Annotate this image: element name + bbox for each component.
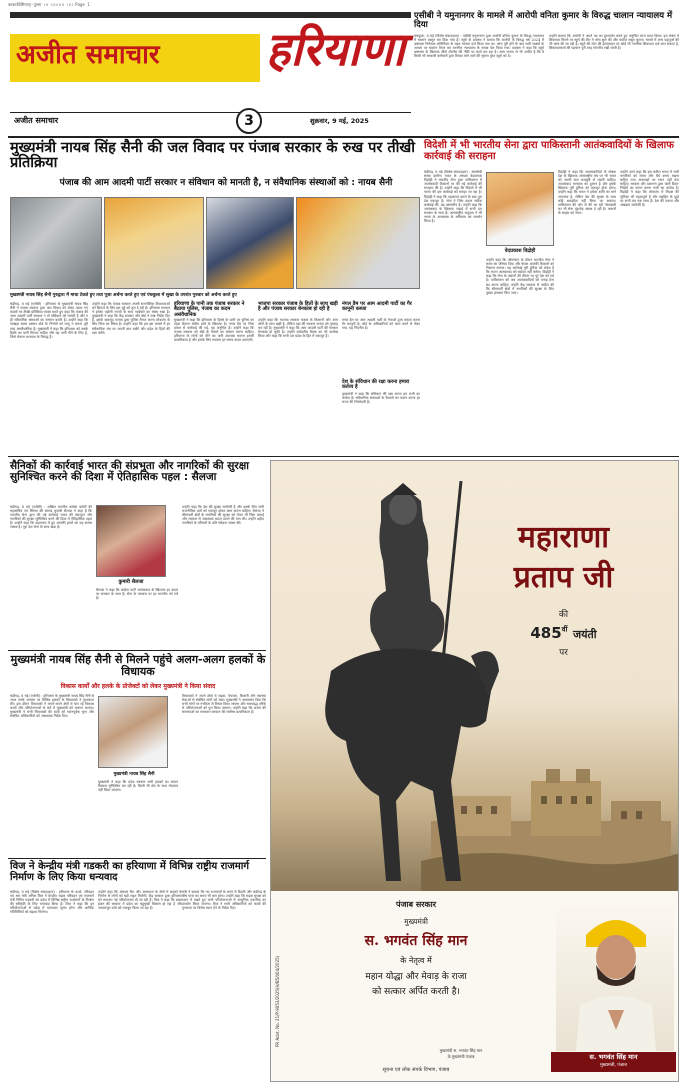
masthead-divider <box>10 112 411 113</box>
section-rule <box>8 136 679 138</box>
lead-subhead-b: भाजपा सरकार पंजाब के हितों के साथ खड़ी है और पंजाब सरकार बेनकाब हो रही है <box>258 301 338 313</box>
cm-subhead: विकास कार्यों और हलके के प्रोजेक्टों को लेकर मुख्यमंत्री ने किया संवाद <box>60 683 216 690</box>
brand-title: अजीत समाचार <box>16 40 160 70</box>
right-story-col1: चंडीगढ़, 8 मई (विशेष संवाददाता) : स्वयंसेवी संस्था ग्रामीण भारत के अध्यक्ष वेदप्रकाश विद्रोही ने भारतीय सेना द्वारा पाकिस्तान में आतंकवादी ठिकानों पर की गई कार्रवाई की सराहना की है। उन्होंने कहा कि विदेशों में भी भारत की इस कार्रवाई को सराहा जा रहा है। विद्रोही ने कहा कि पहलगाम हमले के बाद पूरा देश एकजुट है। सेना ने जिस प्रकार सटीक कार्रवाई की, वह प्रशंसनीय है। उन्होंने कहा कि आतंकवाद के खिलाफ लड़ाई में सभी दल सरकार के साथ हैं। अंतरराष्ट्रीय समुदाय ने भी भारत के आत्मरक्षा के अधिकार का समर्थन किया है। <box>424 170 482 224</box>
ad-signature-line1: मुख्यमंत्री स. भगवंत सिंह मान <box>439 1048 483 1053</box>
lead-photo-1 <box>10 197 102 289</box>
sena-col3: उन्होंने कहा कि देश की सुरक्षा सर्वोपरि है और इसके लिए सभी राजनीतिक दलों को एकजुट होकर काम करना चाहिए। सैलजा ने सीमावर्ती क्षेत्रों के नागरिकों की सुरक्षा को लेकर भी चिंता जताई और सरकार से आवश्यक कदम उठाने की मांग की। उन्होंने शहीद नागरिकों के परिवारों के प्रति संवेदना व्यक्त की। <box>182 505 264 526</box>
lead-body-col1: चंडीगढ़, 8 मई (एजेंसी) : हरियाणा के मुख्यमंत्री नायब सिंह सैनी ने पंजाब सरकार द्वारा जल विवाद को लेकर उठाए गए कदमों पर तीखी प्रतिक्रिया व्यक्त करते हुए कहा कि पंजाब की आम आदमी पार्टी सरकार न तो संविधान को मानती है और न ही संवैधानिक संस्थाओं का सम्मान करती है। उन्होंने कहा कि भाखड़ा ब्यास प्रबंधन बोर्ड के निर्णयों को लागू न करना पूरी तरह असंवैधानिक है। मुख्यमंत्री ने कहा कि हरियाणा को उसके हिस्से का पानी मिलना चाहिए और यह पानी पीने के लिए है, जिसे रोकना मानवता के विरुद्ध है। <box>10 302 88 339</box>
section-rule-3 <box>8 650 266 651</box>
side-headline: एसीबी ने यमुनानगर के मामले में आरोपी वनिता कुमार के विरुद्ध चालान न्यायालय में दिया <box>414 11 673 30</box>
ad-line3: को सत्कार अर्पित करती है। <box>372 987 460 997</box>
lead-subhead-d: देश के संविधान की रक्षा करना हमारा कर्तव्य है <box>342 379 410 391</box>
ad-title-line1: महाराणा <box>517 520 610 555</box>
sena-photo-caption: कुमारी सैलजा <box>118 579 144 585</box>
cm-col1: चंडीगढ़, 8 मई (एजेंसी) : हरियाणा के मुख्यमंत्री नायब सिंह सैनी से आज उनके आवास पर विभिन्न हलकों के विधायकों ने मुलाकात की। इस दौरान विधायकों ने अपने-अपने क्षेत्रों में चल रहे विकास कार्यों और परियोजनाओं के बारे में मुख्यमंत्री को अवगत कराया। मुख्यमंत्री ने सभी विधायकों की बातों को ध्यानपूर्वक सुना और संबंधित अधिकारियों को आवश्यक निर्देश दिए। <box>10 694 94 719</box>
ad-anniversary-number: 485 <box>530 624 562 642</box>
issue-date: शुक्रवार, 9 मई, 2025 <box>310 117 369 125</box>
ad-anniversary-suffix: वीं <box>561 625 568 634</box>
masthead <box>10 12 411 130</box>
lead-photo-caption: मुख्यमंत्री नायब सिंह सैनी गुरुद्वारा में माथा टेकते हुए तथा पूजा अर्चना करते हुए एवं पंचकूला में सुखा के उपरांत गुरुवार को अर्चना करते हुए <box>10 293 237 298</box>
section-rule-4 <box>8 858 266 859</box>
cm-portrait-caption-role: मुख्यमंत्री, पंजाब <box>600 1063 627 1068</box>
ad-cm-label: मुख्यमंत्री <box>404 917 428 926</box>
lead-body-col2: उन्होंने कहा कि पंजाब सरकार अपनी राजनीतिक विफलताओं को छिपाने के लिए इस मुद्दे को तूल दे रही है। हरियाणा सरकार ने हमेशा पड़ोसी राज्यों के साथ भाईचारे का संबंध रखा है। मुख्यमंत्री ने कहा कि केंद्र सरकार और बोर्ड ने स्पष्ट निर्देश दिए हैं, इसके बावजूद पंजाब द्वारा पुलिस तैनात करना लोकतंत्र के लिए चिंता का विषय है। उन्होंने कहा कि हम इस मामले में हर संवैधानिक मंच पर अपनी बात रखेंगे और प्रदेश के हितों की रक्षा करेंगे। <box>92 302 170 335</box>
section-rule-2 <box>8 456 679 457</box>
right-story-headline: विदेशी में भी भारतीय सेना द्वारा पाकिस्तानी आतंकवादियों के खिलाफ कार्रवाई की सराहना <box>424 140 674 162</box>
cm-portrait-caption-name: स. भगवंत सिंह मान <box>589 1053 638 1061</box>
side-story-col2: उन्होंने बताया कि आरोपी ने अपने पद का दुरुपयोग करते हुए अनुचित लाभ प्राप्त किया। इस संबंध में शिकायत मिलने पर ब्यूरो की टीम ने जांच शुरू की और पर्याप्त सबूत जुटाए। मामले में अन्य पहलुओं की भी जांच की जा रही है। ब्यूरो की टोल फ्री हेल्पलाइन पर कोई भी नागरिक शिकायत दर्ज करा सकता है, शिकायतकर्ता की पहचान पूरी तरह गोपनीय रखी जाती है। <box>549 34 679 51</box>
cm-portrait-frame <box>556 901 674 1051</box>
masthead-left-label: अजीत समाचार <box>14 116 59 125</box>
lead-photo-2 <box>104 197 204 289</box>
ad-side-code: PR Advt. No. 21/P-9053/2025(H/B5/I/04/2025) <box>275 955 280 1047</box>
lead-subhead-a: हरियाणा के पानी तक पंजाब सरकार ने बैठाया पुलिस, पंजाब का कदम असंवैधानिक <box>174 301 245 318</box>
lead-photo-3 <box>206 197 294 289</box>
ad-cm-name: स. भगवंत सिंह मान <box>364 933 468 949</box>
ad-anniversary-word: जयंती <box>572 628 597 641</box>
ad-line2: महान योद्धा और मेवाड़ के राजा <box>365 972 467 982</box>
sena-photo <box>96 505 166 577</box>
right-story-col4: उन्होंने आगे कहा कि इस कठिन समय में सभी नागरिकों को संयम और धैर्य बनाए रखना चाहिए तथा अफवाहों पर ध्यान नहीं देना चाहिए। सरकार और प्रशासन द्वारा जारी दिशा-निर्देशों का पालन करना सभी का कर्तव्य है। विद्रोही ने कहा कि लोकतंत्र में विपक्ष की भूमिका भी महत्वपूर्ण है और राष्ट्रहित के मुद्दों पर सभी दल एक साथ हैं। देश की एकता और अखंडता सर्वोपरि है। <box>620 170 679 207</box>
vij-col2: उन्होंने कहा कि अंबाला कैंट और आसपास के क्षेत्रों में सड़कों के निर्माण से लोगों को बड़ी राहत मिलेगी। केंद्र सरकार द्वारा हरियाणा को लगातार नई परियोजनाएं दी जा रही हैं। विज ने कहा कि डबल इंजन की सरकार में प्रदेश का चहुंमुखी विकास हो रहा है और आधारभूत ढांचे को मजबूत किया जा रहा है। <box>98 890 182 911</box>
cm-photo <box>98 696 168 768</box>
ad-govt: पंजाब सरकार <box>395 900 437 909</box>
cm-portrait-illustration <box>566 905 666 1051</box>
cm-col3: विधायकों ने अपने क्षेत्रों में सड़क, पेयजल, बिजली और स्वास्थ्य सेवाओं से संबंधित मांगों को रखा। मुख्यमंत्री ने आश्वासन दिया कि सभी मांगों पर गंभीरता से विचार किया जाएगा और समयबद्ध तरीके से परियोजनाओं को पूरा किया जाएगा। उन्होंने कहा कि जनता की समस्याओं का समाधान सरकार की सर्वोच्च प्राथमिकता है। <box>182 694 266 715</box>
sena-headline: सैनिकों की कार्रवाई भारत की संप्रभुता और नागरिकों की सुरक्षा सुनिश्चित करने की दिशा में ऐतिहासिक पहल : सैलजा <box>10 460 249 484</box>
vij-col1: चंडीगढ़, 8 मई (विशेष संवाददाता) : हरियाणा के ऊर्जा, परिवहन एवं श्रम मंत्री अनिल विज ने केन्द्रीय सड़क परिवहन एवं राजमार्ग मंत्री नितिन गडकरी का प्रदेश में विभिन्न राष्ट्रीय राजमार्गों के निर्माण की स्वीकृति के लिए धन्यवाद किया है। विज ने कहा कि इन परियोजनाओं से प्रदेश में यातायात सुगम होगा और आर्थिक गतिविधियों को बढ़ावा मिलेगा। <box>10 890 94 915</box>
lead-body-col4: उन्होंने कहा कि भाजपा सरकार पंजाब के किसानों और आम लोगों के साथ खड़ी है, लेकिन वहां की सरकार जनता को गुमराह कर रही है। मुख्यमंत्री ने कहा कि आम आदमी पार्टी की सरकार बेनकाब हो चुकी है। उन्होंने सर्वदलीय बैठक का भी उल्लेख किया और कहा कि सभी दल प्रदेश के हित में एकजुट हैं। <box>258 318 338 339</box>
ad-signature-line2: के मुख्यमंत्री पंजाब <box>447 1054 475 1059</box>
right-story-col3: विद्रोही ने कहा कि आतंकवादियों के पोषक देश के खिलाफ अंतरराष्ट्रीय मंच पर भी भारत को अपनी बात मजबूती से रखनी चाहिए। आतंकवाद मानवता का दुश्मन है और इसके खिलाफ पूरी दुनिया को एकजुट होना होगा। उन्होंने कहा कि भारत ने हमेशा शांति का मार्ग अपनाया है, लेकिन देश की सुरक्षा के साथ कोई समझौता नहीं किया जा सकता। पाकिस्तान की ओर से की जा रही गोलाबारी का भी सेना मुंहतोड़ जवाब दे रही है। जवानों के साहस को नमन। <box>558 170 616 215</box>
print-topline: काकाउँग्रेसियान्ट्र-पुल्ला ।।। ।।।।।।।।। ।।।। Page 1 <box>8 2 90 7</box>
cm-col2: मुख्यमंत्री ने कहा कि प्रदेश सरकार सभी हलकों का समान विकास सुनिश्चित कर रही है। किसी भी क्षेत्र के साथ भेदभाव नहीं किया जाएगा। <box>98 780 178 793</box>
ad-ki: की <box>558 610 569 620</box>
vij-col3: मंत्री ने बताया कि नए राजमार्गों के बनने से दिल्ली और चंडीगढ़ के बीच यात्रा का समय भी कम होगा। उन्होंने कहा कि सड़क सुरक्षा को ध्यान में रखते हुए सभी परियोजनाओं में आधुनिक तकनीक का उपयोग किया जाएगा। विज ने सभी अधिकारियों को कार्यों की गुणवत्ता पर विशेष ध्यान देने के निर्देश दिए। <box>182 890 266 911</box>
ad-par: पर <box>559 648 568 658</box>
maharana-pratap-ad <box>270 460 679 1082</box>
cm-headline: मुख्यमंत्री नायब सिंह सैनी से मिलने पहुंचे अलग-अलग हलकों के विधायक <box>10 653 266 678</box>
cm-portrait-caption <box>551 1052 676 1072</box>
sena-col1: चंडीगढ़, 8 मई (एजेंसी) : अखिल भारतीय कांग्रेस कमेटी की महासचिव एवं सिरसा की सांसद कुमारी सैलजा ने कहा है कि भारतीय सेना द्वारा की गई कार्रवाई भारत की संप्रभुता और नागरिकों की सुरक्षा सुनिश्चित करने की दिशा में ऐतिहासिक पहल है। उन्होंने कहा कि पहलगाम में हुए आतंकी हमले का यह करारा जवाब है। पूरा देश सेना के साथ खड़ा है। <box>10 505 92 530</box>
state-title: हरियाणा <box>266 22 405 76</box>
lead-subhead: पंजाब की आम आदमी पार्टी सरकार न संविधान को मानती है, न संवैधानिक संस्थाओं को : नायब सैनी <box>59 178 393 188</box>
cm-photo-caption: मुख्यमंत्री नायब सिंह सैनी <box>113 772 155 777</box>
vij-headline: विज ने केन्द्रीय मंत्री गडकरी का हरियाणा में विभिन्न राष्ट्रीय राजमार्ग निर्माण के लिए किया धन्यवाद <box>10 861 249 883</box>
sena-col2: सैलजा ने कहा कि कांग्रेस पार्टी आतंकवाद के खिलाफ हर कदम पर सरकार के साथ है। सेना के पराक्रम पर हर भारतीय को गर्व है। <box>96 588 178 601</box>
ad-footer: सूचना एवं लोक संपर्क विभाग, पंजाब <box>382 1067 450 1073</box>
right-story-col2: उन्होंने कहा कि ऑपरेशन के दौरान भारतीय सेना ने संयम का परिचय दिया और केवल आतंकी ठिकानों को निशाना बनाया। यह कार्रवाई पूरी दुनिया को संदेश है कि भारत आतंकवाद को बर्दाश्त नहीं करेगा। विद्रोही ने कहा कि सेना के जवानों की वीरता पर पूरे देश को गर्व है। पाकिस्तान को अब आतंकवादियों को पनाह देना बंद करना चाहिए। उन्होंने केंद्र सरकार से अपील की कि सीमावर्ती क्षेत्रों में नागरिकों की सुरक्षा के लिए पुख्ता इंतजाम किए जाएं। <box>486 258 554 295</box>
lead-body-col5a: नंगल डैम पर आम आदमी पार्टी के नेताओं द्वारा कब्जा करना गैर कानूनी है। बोर्ड के अधिकारियों को काम करने से रोका गया, यह निंदनीय है। <box>342 318 420 331</box>
ad-line1: के नेतृत्व में <box>400 956 432 965</box>
lead-headline: मुख्यमंत्री नायब सिंह सैनी की जल विवाद पर पंजाब सरकार के रुख पर तीखी प्रतिक्रिया <box>10 140 416 172</box>
lead-body-col5b: मुख्यमंत्री ने कहा कि संविधान की रक्षा करना हम सभी का कर्तव्य है। संवैधानिक संस्थाओं के फैसलों का पालन करना हर राज्य की जिम्मेदारी है। <box>342 392 420 405</box>
ad-title-line2: प्रताप जी <box>513 560 614 595</box>
right-story-photo-caption: वेदप्रकाश विद्रोही <box>504 248 536 254</box>
lead-subhead-c: नंगल डैम पर आम आदमी पार्टी का गैर कानूनी कब्जा <box>342 301 412 313</box>
right-story-photo <box>486 172 554 246</box>
lead-body-col3: मुख्यमंत्री ने कहा कि हरियाणा के हिस्से के पानी पर पुलिस का पहरा बैठाना संघीय ढांचे के खिलाफ है। नंगल डैम पर जिस प्रकार से कार्रवाई की गई, वह अनुचित है। उन्होंने कहा कि पंजाब सरकार को बोर्ड के फैसले का सम्मान करना चाहिए। हरियाणा के लोगों को पीने का पानी उपलब्ध कराना हमारी प्राथमिकता है और इसके लिए सरकार हर संभव कदम उठाएगी। <box>174 318 254 343</box>
ad-anniversary <box>451 623 676 642</box>
page-number-badge: 3 <box>236 108 262 134</box>
masthead-top-bar <box>10 12 411 18</box>
side-story-col1: पंचकूला, 8 मई (विशेष संवाददाता) : एसीबी यमुनानगर द्वारा आरोपी वनिता कुमार के विरुद्ध न्यायालय में चालान प्रस्तुत कर दिया गया है। ब्यूरो के प्रवक्ता ने बताया कि आरोपी के विरुद्ध वर्ष 2024 में भ्रष्टाचार निरोधक अधिनियम के तहत मामला दर्ज किया गया था। जांच पूरी होने के बाद सभी साक्ष्यों के आधार पर चालान तैयार कर माननीय न्यायालय के समक्ष पेश किया गया। प्रवक्ता ने कहा कि ब्यूरो भ्रष्टाचार के खिलाफ जीरो टॉलरेंस की नीति पर कार्य कर रहा है। आम जनता से भी अपील है कि वे किसी भी सरकारी कर्मचारी द्वारा रिश्वत मांगे जाने की सूचना तुरंत ब्यूरो को दें। <box>414 34 544 59</box>
lead-photo-4 <box>296 197 420 289</box>
